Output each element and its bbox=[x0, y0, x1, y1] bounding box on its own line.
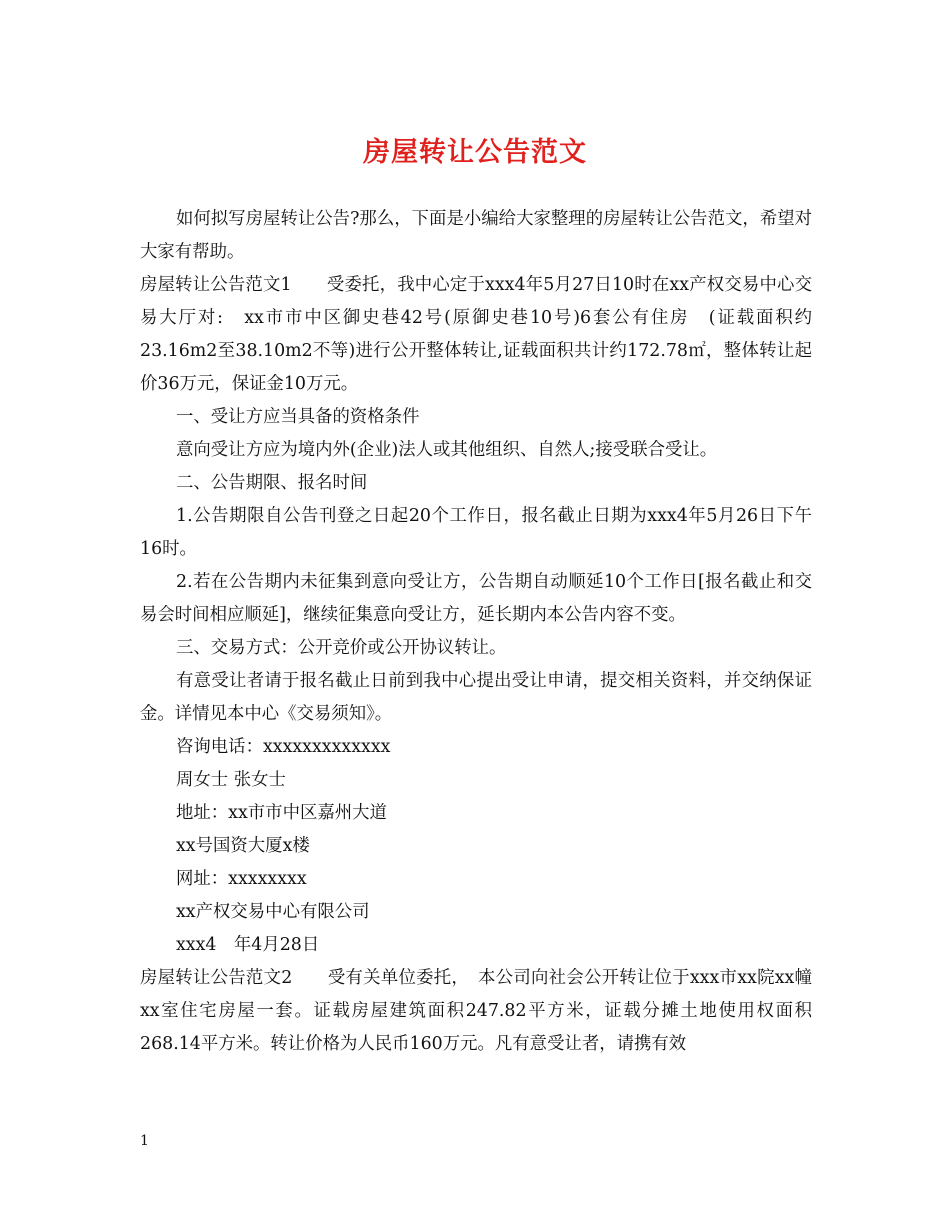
paragraph-address-line-1: 地址：xx市市中区嘉州大道 bbox=[176, 803, 387, 823]
page-number: 1 bbox=[140, 1133, 149, 1149]
paragraph-phone: 咨询电话：xxxxxxxxxxxxx bbox=[176, 737, 391, 757]
paragraph-website: 网址：xxxxxxxx bbox=[176, 869, 307, 889]
paragraph-period-2: 2.若在公告期内未征集到意向受让方，公告期自动顺延10个工作日[报名截止和交易会时间相应顺延]，继续征集意向受让方，延长期内本公告内容不变。 bbox=[140, 572, 812, 625]
paragraph-application: 有意受让者请于报名截止日前到我中心提出受让申请，提交相关资料，并交纳保证金。详情见本中心《交易须知》。 bbox=[140, 671, 812, 724]
paragraph-intro: 如何拟写房屋转让公告?那么，下面是小编给大家整理的房屋转让公告范文，希望对大家有帮助。 bbox=[140, 209, 812, 262]
document-title: 房屋转让公告范文 bbox=[363, 137, 587, 168]
paragraph-section-3-heading: 三、交易方式：公开竞价或公开协议转让。 bbox=[176, 638, 507, 658]
paragraph-sample-1: 房屋转让公告范文1 受委托，我中心定于xxx4年5月27日10时在xx产权交易中心交易大厅对: xx市市中区御史巷42号(原御史巷10号)6套公有住房 (证载面积约23.16m2至38.10m2不等)进行公开整体转让,证载面积共计约172.78㎡，整体转让起价36万元，保证金10万元。 bbox=[140, 275, 812, 394]
paragraph-contacts: 周女士 张女士 bbox=[176, 770, 286, 790]
paragraph-date: xxx4 年4月28日 bbox=[176, 935, 320, 955]
paragraph-sample-2: 房屋转让公告范文2 受有关单位委托， 本公司向社会公开转让位于xxx市xx院xx幢xx室住宅房屋一套。证载房屋建筑面积247.82平方米，证载分摊土地使用权面积268.14平方米。转让价格为人民币160万元。凡有意受让者，请携有效 bbox=[140, 968, 812, 1054]
paragraph-qualification: 意向受让方应为境内外(企业)法人或其他组织、自然人;接受联合受让。 bbox=[176, 440, 718, 460]
document-body bbox=[140, 203, 812, 1061]
paragraph-company: xx产权交易中心有限公司 bbox=[176, 902, 370, 922]
paragraph-section-2-heading: 二、公告期限、报名时间 bbox=[176, 473, 368, 493]
paragraph-address-line-2: xx号国资大厦x楼 bbox=[176, 836, 310, 856]
paragraph-section-1-heading: 一、受让方应当具备的资格条件 bbox=[176, 407, 420, 427]
paragraph-period-1: 1.公告期限自公告刊登之日起20个工作日，报名截止日期为xxx4年5月26日下午16时。 bbox=[140, 506, 812, 559]
